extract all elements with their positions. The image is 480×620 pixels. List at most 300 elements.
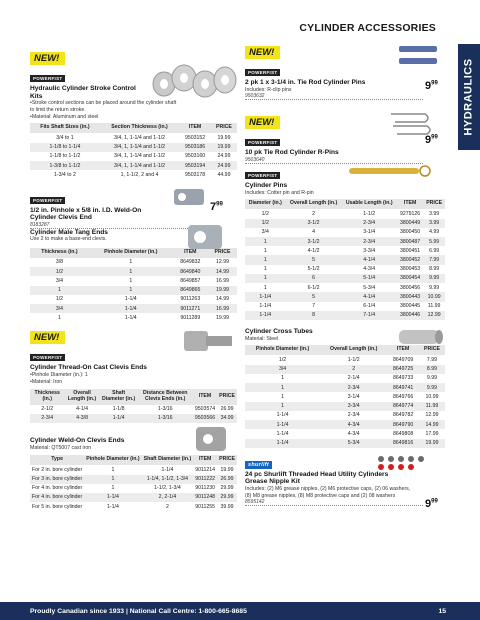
product-title: Cylinder Thread-On Cast Clevis Ends bbox=[30, 364, 147, 372]
cell: 29.99 bbox=[220, 485, 234, 492]
table-row bbox=[30, 295, 237, 304]
table-row bbox=[245, 302, 445, 311]
cell: 1-1/4 bbox=[107, 503, 119, 510]
cell: 1-1/2 bbox=[347, 356, 360, 363]
col-header: PRICE bbox=[217, 455, 237, 465]
table-row bbox=[245, 292, 445, 301]
cell: 3-1/2 bbox=[286, 219, 342, 228]
cell: 1-3/16 bbox=[157, 406, 173, 412]
table-row bbox=[30, 304, 237, 313]
weld-clevis-image bbox=[190, 421, 234, 457]
cell: 9011263 bbox=[180, 296, 201, 303]
cell: 8649782 bbox=[393, 412, 414, 419]
cell: 2 bbox=[165, 503, 169, 510]
footer-text: Proudly Canadian since 1933 | National Call Centre: 1-800-665-8685 bbox=[30, 607, 247, 615]
cell: 10.99 bbox=[423, 292, 445, 301]
cell: 5.99 bbox=[423, 237, 445, 246]
cell: For 5 in. bore cylinder bbox=[32, 503, 83, 510]
cell: 9.99 bbox=[429, 284, 440, 291]
cell: 9011230 bbox=[195, 485, 216, 492]
stroke-kits-table bbox=[30, 123, 237, 179]
cell: 2, 2-1/4 bbox=[142, 493, 194, 502]
cell: 9503152 bbox=[184, 134, 206, 141]
product-title: 24 pc Shurlift Threaded Head Utility Cylinders Grease Nipple Kit bbox=[245, 470, 389, 486]
table-row bbox=[30, 475, 237, 484]
col-header: Shaft Diameter (in.) bbox=[100, 389, 138, 405]
brand-logo: POWERFIST bbox=[245, 172, 280, 179]
brand-logo: POWERFIST bbox=[245, 139, 280, 146]
cell: 19.99 bbox=[215, 314, 229, 321]
col-header: ITEM bbox=[193, 389, 217, 405]
cell: 3800451 bbox=[399, 247, 421, 254]
table-row bbox=[245, 383, 445, 392]
col-header: ITEM bbox=[173, 248, 208, 258]
cell: 4-1/4 bbox=[342, 255, 397, 264]
tang-ends-table bbox=[30, 248, 237, 323]
cell: 1-1/4 bbox=[84, 493, 141, 502]
cell: 19.99 bbox=[217, 134, 231, 141]
cell: 1 bbox=[58, 314, 61, 321]
cell: 8649774 bbox=[387, 402, 419, 411]
cell: 1-1/4 bbox=[245, 420, 320, 429]
cell: 4-3/4 bbox=[320, 420, 387, 429]
table-row bbox=[30, 276, 237, 285]
right-column bbox=[245, 42, 445, 511]
cell: 29.99 bbox=[217, 493, 237, 502]
col-header: Distance Between Clevis Ends (in.) bbox=[138, 389, 193, 405]
product-code: 8183287 bbox=[30, 222, 210, 229]
cell: 1-1/4 bbox=[245, 292, 286, 301]
stroke-kit-rings-image bbox=[150, 54, 238, 106]
table-row bbox=[30, 267, 237, 276]
cell: 3-3/4 bbox=[320, 402, 387, 411]
cell: 8649709 bbox=[393, 356, 414, 363]
cell: 1 bbox=[89, 286, 173, 295]
table-row bbox=[30, 493, 237, 502]
col-header: PRICE bbox=[217, 389, 237, 405]
thread-clevis-image bbox=[178, 321, 238, 361]
grease-kit-section bbox=[245, 453, 445, 511]
cell: 3-1/4 bbox=[347, 393, 360, 400]
cell: 24.99 bbox=[211, 161, 237, 170]
product-title: 1/2 in. Pinhole x 5/8 in. I.D. Weld-On Cylinder Clevis End bbox=[30, 206, 142, 222]
brand-logo: POWERFIST bbox=[30, 75, 65, 82]
cell: 3800453 bbox=[399, 266, 421, 273]
cell: 3.99 bbox=[423, 219, 445, 228]
cell: 3/4 to 1 bbox=[56, 134, 74, 141]
thread-clevis-section bbox=[30, 327, 237, 422]
tang-ends-section bbox=[30, 229, 237, 323]
cell: 8649725 bbox=[387, 365, 419, 374]
cyl-pins-table bbox=[245, 199, 445, 320]
cell: 1/2 bbox=[245, 219, 286, 228]
cell: 9011289 bbox=[180, 314, 201, 321]
table-row bbox=[30, 133, 237, 142]
cell: 1-1/4 bbox=[245, 439, 320, 448]
col-header: Overall Length (in.) bbox=[286, 199, 342, 209]
table-row bbox=[30, 286, 237, 295]
cell: 9279126 bbox=[399, 210, 421, 217]
cell: 8649857 bbox=[180, 277, 201, 284]
cell: 8649865 bbox=[173, 286, 208, 295]
table-row bbox=[30, 484, 237, 493]
cell: 2-3/4 bbox=[30, 414, 64, 423]
cell: 34.99 bbox=[217, 414, 237, 423]
cell: 9011214 bbox=[195, 466, 216, 473]
cell: 3/4, 1, 1-1/4 and 1-1/2 bbox=[114, 134, 166, 141]
cell: 8649766 bbox=[393, 393, 414, 400]
cylinder-pin-image bbox=[345, 160, 435, 182]
cell: 3800456 bbox=[399, 284, 421, 291]
cell: 26.99 bbox=[217, 475, 237, 484]
cell: 5 bbox=[286, 292, 342, 301]
cell: 8649790 bbox=[387, 420, 419, 429]
table-row bbox=[245, 311, 445, 320]
cell: 1/2 bbox=[261, 210, 269, 217]
table-row bbox=[30, 258, 237, 267]
cell: 1-1/4, 1-1/2, 1-3/4 bbox=[142, 475, 194, 484]
cell: 8649840 bbox=[173, 267, 208, 276]
col-header: PRICE bbox=[423, 199, 445, 209]
cell: 7.99 bbox=[426, 356, 438, 363]
cell: 1-1/4 bbox=[259, 303, 272, 310]
price-cents: 99 bbox=[431, 134, 438, 141]
cell: 5-3/4 bbox=[320, 439, 387, 448]
col-header: PRICE bbox=[419, 345, 445, 355]
cell: 1, 1-1/2, 2 and 4 bbox=[120, 171, 159, 178]
col-header: Pinhole Diameter (in.) bbox=[89, 248, 173, 258]
col-header: Diameter (in.) bbox=[245, 199, 286, 209]
cell: 2-3/4 bbox=[320, 383, 387, 392]
cell: 1 bbox=[245, 383, 320, 392]
cell: 3/4 bbox=[55, 277, 64, 284]
cell: 1 bbox=[245, 402, 320, 411]
cell: 1-1/4 bbox=[124, 314, 137, 321]
cell: 1-1/4 bbox=[89, 304, 173, 313]
cell: 1 bbox=[263, 266, 267, 273]
cell: 4-1/4 bbox=[342, 292, 397, 301]
cell: For 2 in. bore cylinder bbox=[32, 466, 83, 473]
cell: 9503186 bbox=[179, 143, 211, 152]
new-badge: NEW! bbox=[30, 331, 65, 344]
cell: 3/4 bbox=[261, 229, 269, 236]
cell: 3/4, 1, 1-1/4 and 1-1/2 bbox=[114, 153, 166, 160]
cell: 12.99 bbox=[215, 259, 229, 266]
cell: 3/4, 1, 1-1/4 and 1-1/2 bbox=[100, 143, 179, 152]
col-header: ITEM bbox=[387, 345, 419, 355]
table-row bbox=[245, 374, 445, 383]
brand-logo: POWERFIST bbox=[30, 197, 65, 204]
weld-clevis-section bbox=[30, 437, 237, 511]
cell: 1/2 bbox=[55, 296, 64, 303]
cell: 2 bbox=[320, 365, 387, 374]
product-title: Hydraulic Cylinder Stroke Control Kits bbox=[30, 85, 136, 100]
cell: 9011222 bbox=[193, 475, 217, 484]
cell: 6-1/4 bbox=[363, 303, 376, 310]
cell: 4 bbox=[312, 229, 315, 236]
cell: 6-1/2 bbox=[307, 284, 320, 291]
product-title: 2 pk 1 x 3-1/4 in. Tie Rod Cylinder Pins bbox=[245, 79, 366, 86]
table-row bbox=[30, 405, 237, 414]
product-bullet: •Pinhole Diameter (in.): 1 bbox=[30, 372, 88, 379]
table-row bbox=[30, 152, 237, 161]
cell: 7.99 bbox=[423, 255, 445, 264]
col-header: Fits Shaft Sizes (in.) bbox=[30, 123, 100, 133]
cell: 2-3/4 bbox=[342, 219, 397, 228]
cell: 4-3/8 bbox=[64, 414, 99, 423]
cell: 8 bbox=[286, 311, 342, 320]
cell: 2-1/2 bbox=[41, 406, 54, 412]
cell: 9011248 bbox=[193, 493, 217, 502]
cell: 1 bbox=[263, 284, 267, 291]
table-row bbox=[245, 429, 445, 438]
product-title: Cylinder Male Tang Ends bbox=[30, 228, 108, 236]
cell: 1-1/4 bbox=[276, 430, 289, 437]
table-row bbox=[30, 170, 237, 179]
table-row bbox=[245, 420, 445, 429]
cell: 3800446 bbox=[397, 311, 423, 320]
cell: 9011271 bbox=[173, 304, 208, 313]
col-header: Pinhole Diameter (in.) bbox=[84, 455, 141, 465]
tie-rod-pins-section bbox=[245, 42, 445, 112]
cell: 8649808 bbox=[393, 430, 414, 437]
table-row bbox=[245, 402, 445, 411]
cell: 1 bbox=[30, 286, 89, 295]
cell: 5-1/4 bbox=[342, 274, 397, 283]
cell: 9503574 bbox=[194, 406, 216, 412]
product-code: 8595142 bbox=[245, 499, 423, 506]
cell: 1 bbox=[281, 375, 284, 382]
cell: 6 bbox=[286, 274, 342, 283]
r-pins-section bbox=[245, 112, 445, 162]
table-row bbox=[245, 274, 445, 283]
cell: 39.99 bbox=[220, 503, 234, 510]
col-header: ITEM bbox=[397, 199, 423, 209]
cell: 3/4 bbox=[245, 365, 320, 374]
cell: 16.99 bbox=[215, 277, 229, 284]
cell: 9503194 bbox=[179, 161, 211, 170]
cell: 1-1/2, 1-3/4 bbox=[154, 485, 181, 492]
cell: 4.99 bbox=[429, 229, 440, 236]
product-subtitle: Material: QT5007 cast iron bbox=[30, 444, 92, 451]
cell: 1-1/8 bbox=[112, 406, 125, 412]
price-whole: 9 bbox=[425, 134, 432, 146]
clevis-end-image bbox=[170, 185, 210, 209]
cell: 9503160 bbox=[184, 153, 206, 160]
product-price bbox=[425, 80, 438, 92]
cell: 4-1/2 bbox=[307, 247, 320, 254]
table-row bbox=[30, 143, 237, 152]
col-header: Usable Length (in.) bbox=[342, 199, 397, 209]
product-price bbox=[210, 201, 223, 213]
cell: 3800445 bbox=[399, 303, 421, 310]
left-column bbox=[30, 48, 237, 511]
cell: 3800454 bbox=[397, 274, 423, 283]
cell: 6.99 bbox=[429, 247, 440, 254]
cell: 17.99 bbox=[425, 430, 439, 437]
cell: 3-1/2 bbox=[286, 237, 342, 246]
cell: For 4 in. bore cylinder bbox=[30, 493, 84, 502]
col-header: PRICE bbox=[208, 248, 237, 258]
brand-logo: POWERFIST bbox=[30, 354, 65, 361]
cell: 26.99 bbox=[220, 406, 234, 412]
cell: 1 bbox=[129, 259, 133, 266]
cell: 9011255 bbox=[195, 503, 216, 510]
stroke-kits-section bbox=[30, 48, 237, 180]
product-bullet: •Stroke control sections can be placed around the cylinder shaft to limit the return stroke. bbox=[30, 100, 177, 113]
cell: 3800450 bbox=[399, 229, 421, 236]
cell: 1 bbox=[89, 267, 173, 276]
weld-clevis-table bbox=[30, 455, 237, 511]
new-badge: NEW! bbox=[30, 52, 65, 65]
cell: 8.99 bbox=[429, 266, 440, 273]
cell: 3/4, 1, 1-1/4 and 1-1/2 bbox=[100, 161, 179, 170]
cell: 3800452 bbox=[397, 255, 423, 264]
cell: 1-3/8 to 1-1/2 bbox=[30, 161, 100, 170]
col-header: Type bbox=[30, 455, 84, 465]
cell: 8649733 bbox=[393, 375, 414, 382]
cell: 1-1/4 bbox=[245, 311, 286, 320]
cell: 8649832 bbox=[180, 259, 201, 266]
col-header: Thickness (in.) bbox=[30, 248, 89, 258]
cell: 1-1/4 bbox=[100, 414, 138, 423]
col-header: ITEM bbox=[193, 455, 217, 465]
cell: 7 bbox=[312, 303, 315, 310]
cell: 1-1/8 to 1-1/4 bbox=[30, 143, 100, 152]
cell: 12.99 bbox=[425, 412, 439, 419]
cell: 11.99 bbox=[427, 303, 441, 310]
col-header: PRICE bbox=[211, 123, 237, 133]
product-price bbox=[425, 498, 438, 510]
cell: 19.99 bbox=[208, 286, 237, 295]
cell: 1-1/8 to 1-1/2 bbox=[49, 153, 81, 160]
col-header: Thickness (in.) bbox=[30, 389, 64, 405]
cell: 1-1/2 bbox=[363, 210, 376, 217]
product-code: 9503640 bbox=[245, 157, 423, 164]
cross-tubes-table bbox=[245, 345, 445, 447]
cell: 11.99 bbox=[419, 402, 445, 411]
cell: 1-1/4 bbox=[276, 412, 289, 419]
cell: 1 bbox=[111, 466, 115, 473]
cell: 5 bbox=[286, 255, 342, 264]
cell: 12.99 bbox=[423, 311, 445, 320]
cell: 3800487 bbox=[397, 237, 423, 246]
product-bullet: •Material: Iron bbox=[30, 378, 63, 385]
product-subtitle: Use 2 to make a base-end clevis. bbox=[30, 236, 107, 243]
thread-clevis-table bbox=[30, 389, 237, 423]
col-header: Shaft Diameter (in.) bbox=[142, 455, 194, 465]
col-header: Section Thickness (in.) bbox=[100, 123, 179, 133]
product-subtitle: Includes: (2) M6 grease nipples, (2) M6 protective caps, (2) 06 washers, (8) M8 grease nipples, (8) M8 protective caps and (2) 08 washers bbox=[245, 485, 411, 499]
cell: 19.99 bbox=[220, 466, 234, 473]
table-row bbox=[245, 355, 445, 364]
product-price bbox=[425, 134, 438, 146]
tie-rod-pins-image bbox=[395, 40, 445, 74]
product-code: 9503632 bbox=[245, 93, 423, 100]
product-title: 10 pk Tie Rod Cylinder R-Pins bbox=[245, 149, 339, 156]
cell: 8649816 bbox=[387, 439, 419, 448]
cell: 1 bbox=[111, 485, 115, 492]
table-row bbox=[30, 465, 237, 474]
table-row bbox=[245, 411, 445, 420]
table-row bbox=[245, 246, 445, 255]
product-subtitle: Material: Steel bbox=[245, 335, 279, 342]
product-title: Cylinder Weld-On Clevis Ends bbox=[30, 436, 125, 444]
cell: 1-1/4 bbox=[161, 466, 174, 473]
col-header: ITEM bbox=[179, 123, 211, 133]
product-subtitle: Includes: Cotter pin and R-pin bbox=[245, 189, 314, 196]
price-whole: 9 bbox=[425, 80, 432, 92]
section-side-tab bbox=[458, 44, 480, 150]
cross-tubes-section bbox=[245, 328, 445, 448]
table-row bbox=[245, 283, 445, 292]
cell: 10.99 bbox=[425, 393, 439, 400]
brand-logo: POWERFIST bbox=[245, 69, 280, 76]
table-row bbox=[245, 209, 445, 218]
cell: 9503566 bbox=[194, 415, 216, 422]
table-row bbox=[30, 502, 237, 511]
cell: 1 bbox=[129, 277, 133, 284]
cell: 5-1/2 bbox=[307, 266, 320, 273]
cell: 1 bbox=[245, 274, 286, 283]
cell: 14.99 bbox=[208, 267, 237, 276]
cell: 1/2 bbox=[278, 356, 287, 363]
product-bullet: •Material: Aluminum and steel bbox=[30, 113, 99, 120]
cell: 8.99 bbox=[419, 365, 445, 374]
brand-logo: shurlift bbox=[245, 461, 272, 469]
cell: 2-3/4 bbox=[342, 237, 397, 246]
cell: 3/4 bbox=[30, 304, 89, 313]
table-row bbox=[245, 365, 445, 374]
cell: 3/8 bbox=[55, 259, 64, 266]
cell: 3800443 bbox=[397, 292, 423, 301]
cell: 16.99 bbox=[208, 304, 237, 313]
cell: 1-3/16 bbox=[138, 414, 193, 423]
cell: 2-1/4 bbox=[347, 375, 360, 382]
product-title: Cylinder Cross Tubes bbox=[245, 328, 313, 336]
cell: 3-3/4 bbox=[363, 247, 376, 254]
table-row bbox=[245, 255, 445, 264]
price-whole: 7 bbox=[210, 200, 217, 213]
table-row bbox=[245, 439, 445, 448]
cell: 9.99 bbox=[423, 274, 445, 283]
cell: 1 bbox=[84, 475, 141, 484]
page-footer bbox=[0, 602, 480, 620]
cell: 3-1/4 bbox=[363, 229, 376, 236]
cyl-pins-section bbox=[245, 164, 445, 320]
price-cents: 99 bbox=[431, 498, 438, 505]
cell: 9.99 bbox=[419, 383, 445, 392]
col-header: Overall Length (in.) bbox=[320, 345, 387, 355]
cell: 1-3/4 to 2 bbox=[53, 171, 76, 178]
price-cents: 99 bbox=[216, 200, 223, 207]
side-tab-label: HYDRAULICS bbox=[463, 58, 475, 136]
cell: 2 bbox=[312, 210, 315, 217]
table-row bbox=[245, 228, 445, 237]
col-header: Pinhole Diameter (in.) bbox=[245, 345, 320, 355]
cell: 1 bbox=[245, 255, 286, 264]
cell: 19.99 bbox=[419, 439, 445, 448]
grease-kit-image bbox=[373, 451, 443, 473]
product-title: Cylinder Pins bbox=[245, 182, 288, 189]
page-header-title: CYLINDER ACCESSORIES bbox=[299, 22, 436, 34]
cell: 14.99 bbox=[215, 296, 229, 303]
product-image bbox=[150, 54, 238, 106]
col-header: Overall Length (in.) bbox=[64, 389, 99, 405]
cell: 1-1/4 bbox=[124, 296, 137, 303]
cell: 14.99 bbox=[419, 420, 445, 429]
table-row bbox=[245, 237, 445, 246]
